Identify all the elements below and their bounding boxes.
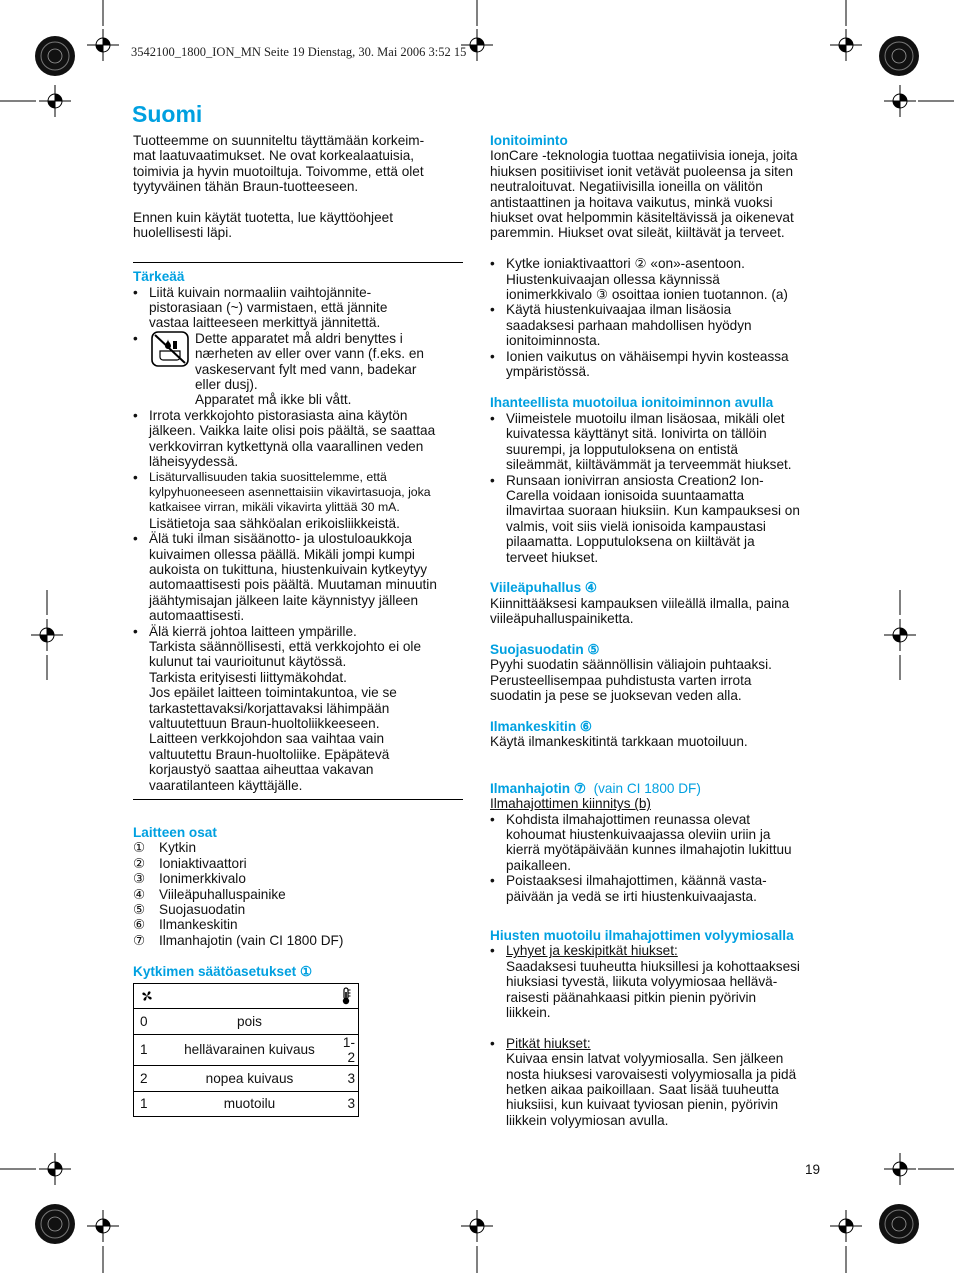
- table-row: 1 muotoilu 3: [134, 1091, 359, 1117]
- filter-heading: Suojasuodatin ⑤: [490, 641, 600, 657]
- page-number: 19: [805, 1162, 821, 1177]
- parts-heading: Laitteen osat: [133, 825, 217, 841]
- fan-icon: [139, 988, 155, 1004]
- list-item: ② Ioniaktivaattori: [133, 855, 247, 871]
- list-item: • Kohdista ilmahajottimen reunassa olevat kohoumat hiustenkuivaajassa oleviin uriin ja kierrä myötäpäivään kunnes ilmahajotin lukittuu paikalleen.: [490, 812, 830, 874]
- table-row: 2 nopea kuivaus 3: [134, 1066, 359, 1092]
- diffuser-list: [490, 812, 830, 904]
- list-item: ⑥ Ilmankeskitin: [133, 917, 238, 933]
- parts-list: [133, 840, 463, 948]
- important-heading: Tärkeää: [133, 269, 185, 285]
- no-water-warning-icon: [151, 331, 189, 367]
- list-item: • Lisäturvallisuuden takia suosittelemme, että kylpyhuoneeseen asennettaisiin vikavirtasuoja, joka katkaisee virran, mikäli vikavirta ylittää 30 mA. Lisätietoja saa sähköalan erikoisliikkeistä.: [133, 470, 463, 532]
- intro-paragraph-1: Tuotteemme on suunniteltu täyttämään korkeim- mat laatuvaatimukset. Ne ovat korkealaatuisia, toimivia ja hyvin muotoiltuja. Toivomme, että olet tyytyväinen tähän Braun-tuotteeseen.: [133, 133, 425, 195]
- thermometer-icon: [340, 987, 352, 1005]
- right-column: Ionitoiminto IonCare -teknologia tuottaa negatiivisia ioneja, joita hiuksen positiiviset ionit vetävät puoleensa ja siten neutraloituvat. Negatiivisilla ioneilla on välitön antistaattinen ja hoitava vaikutus, minkä vuoksi hiukset ovat helpommin käsiteltävissä ja oikenevat paremmin. Hiukset ovat sileät, kiiltävät ja terveet. • Kytke ioniaktivaattori ② «on»-asentoon. Hiustenkuivaajan ollessa käynnissä ionimerkkivalo ③ osoittaa ionien tuotannon. (a) • Käytä hiustenkuivaajaa ilman lisäosia saadaksesi parhaan mahdollisen hyödyn ionitoiminnosta. • Ionien vaikutus on vähäisempi hyvin kosteassa ympäristössä. Ihanteellista muotoilua ionitoiminnon avulla • Viimeistele muotoilu ilman lisäosaa, mikäli olet kuivatessa käyttänyt sitä. Ionivirta on tällöin suurempi, ja lopputuloksena on entistä sileämmät, kiiltävämmät ja terveemmät hiukset. • Runsaan ionivirran ansiosta Creation2 Ion- Carella voidaan ionisoida suuntaamatta ilmavirtaa suoraan hiuksiin. Kun kampauksesi on valmis, voit siis vielä ionisoida kampaustasi pilaamatta. Lopputuloksena on kiiltävät ja terveet hiukset. Viileäpuhallus ④ Kiinnittääksesi kampauksen viileällä ilmalla, paina viileäpuhalluspainiketta. Suojasuodatin ⑤ Pyyhi suodatin säännöllisin väliajoin puhtaaksi. Perusteellisempaa puhdistusta varten irrota suodatin ja pese se juoksevan veden alla. Ilmankeskitin ⑥ Käytä ilmankeskitintä tarkkaan muotoiluun. Ilmanhajotin ⑦ (vain CI 1800 DF) Ilmahajottimen kiinnitys (b) • Kohdista ilmahajottimen reunassa olevat kohoumat hiustenkuivaajassa oleviin uriin ja kierrä myötäpäivään kunnes ilmahajotin lukittuu paikalleen. • Poistaaksesi ilmahajottimen, käännä vasta- päivään ja vedä se irti hiustenkuivaajasta. Hiusten muotoilu ilmahajottimen volyymiosalla • Lyhyet ja keskipitkät hiukset: Saadaksesi tuuheutta hiuksillesi ja kohottaaksesi hiuksiasi tyvestä, liikuta volyymiosaa hellävä- raisesti päänahkaasi pitkin pienin pyörivin liikkein. • Pitkät hiukset: Kuivaa ensin latvat volyymiosalla. Sen jälkeen nosta hiuksesi varovaisesti volyymiosalla ja pidä hetken aikaa paikoillaan. Saat lisää tuuheutta hiuksiisi, kun kuivaat tyviosan pienin, pyörivin liikkein volyymiosan avulla.: [490, 133, 830, 1128]
- table-row: 1 hellävarainen kuivaus 1-2: [134, 1034, 359, 1066]
- concentrator-heading: Ilmankeskitin ⑥: [490, 718, 593, 734]
- list-item: • Runsaan ionivirran ansiosta Creation2 Ion- Carella voidaan ionisoida suuntaamatta ilmavirtaa suoraan hiuksiin. Kun kampauksesi on valmis, voit siis vielä ionisoida kampaustasi pilaamatta. Lopputuloksena on kiiltävät ja terveet hiukset.: [490, 473, 830, 565]
- settings-heading: Kytkimen säätöasetukset ①: [133, 963, 313, 979]
- list-item: • Älä kierrä johtoa laitteen ympärille. Tarkista säännöllisesti, että verkkojohto ei ole kulunut tai vaurioitunut käytössä. Tarkista erityisesti liittymäkohdat. Jos epäilet laitteen toimintakuntoa, vie se tarkastettavaksi/korjattavaksi lähimpään valtuutettuun Braun-huoltoliikkeeseen. Laitteen verkkojohdon saa vaihtaa vain valtuutettu Braun-huoltoliike. Epäpätevä korjaustyö saattaa aiheuttaa vakavan vaaratilanteen käyttäjälle.: [133, 624, 463, 793]
- list-item: • Liitä kuivain normaaliin vaihtojännite- pistorasiaan (~) varmistaen, että jännite vastaa laitteeseen merkittyä jännitettä.: [133, 285, 463, 331]
- table-header-row: [134, 984, 359, 1009]
- cool-shot-heading: Viileäpuhallus ④: [490, 580, 598, 596]
- ion-paragraph: IonCare -teknologia tuottaa negatiivisia ioneja, joita hiuksen positiiviset ionit vetävät puoleensa ja siten neutraloituvat. Negatiivisilla ioneilla on välitön antistaattinen ja hoitava vaikutus, minkä vuoksi hiukset ovat helpommin käsiteltävissä ja oikenevat paremmin. Hiukset ovat sileät, kiiltävät ja terveet.: [490, 148, 798, 241]
- list-item: • Älä tuki ilman sisäänotto- ja ulostuloaukkoja kuivaimen ollessa päällä. Mikäli jompi kumpi aukoista on tukittuna, hiustenkuivain kytkeytyy automaattisesti pois päältä. Muutaman minuutin jäähtymisajan jälkeen laite käynnistyy jälleen automaattisesti.: [133, 531, 463, 623]
- list-item: • Käytä hiustenkuivaajaa ilman lisäosia saadaksesi parhaan mahdollisen hyödyn ionitoiminnosta.: [490, 302, 830, 348]
- list-item: ① Kytkin: [133, 840, 197, 856]
- diffuser-heading: Ilmanhajotin ⑦ (vain CI 1800 DF): [490, 780, 701, 796]
- volume-heading: Hiusten muotoilu ilmahajottimen volyymiosalla: [490, 928, 794, 944]
- page-title: Suomi: [132, 101, 203, 127]
- important-list: [133, 285, 463, 793]
- list-item: • Ionien vaikutus on vähäisempi hyvin kosteassa ympäristössä.: [490, 349, 830, 380]
- list-item: • Irrota verkkojohto pistorasiasta aina käytön jälkeen. Vaikka laite olisi pois päältä, se saattaa verkkovirran kytkettynä olla vaarallinen veden läheisyydessä.: [133, 408, 463, 470]
- list-item: • Lyhyet ja keskipitkät hiukset: Saadaksesi tuuheutta hiuksillesi ja kohottaaksesi hiuksiasi tyvestä, liikuta volyymiosaa hellävä- raisesti päänahkaasi pitkin pienin pyörivin liikkein.: [490, 943, 830, 1035]
- list-item: ⑤ Suojasuodatin: [133, 902, 246, 918]
- ion-list: [490, 256, 830, 379]
- ideal-heading: Ihanteellista muotoilua ionitoiminnon avulla: [490, 395, 774, 411]
- ion-heading: Ionitoiminto: [490, 133, 568, 148]
- left-column: [133, 133, 463, 1117]
- intro-paragraph-2: Ennen kuin käytät tuotetta, lue käyttöohjeet huolellisesti läpi.: [133, 210, 393, 241]
- volume-list: [490, 943, 830, 1128]
- list-item: ③ Ionimerkkivalo: [133, 871, 246, 887]
- list-item: • Pitkät hiukset: Kuivaa ensin latvat volyymiosalla. Sen jälkeen nosta hiuksesi varovaisesti volyymiosalla ja pidä hetken aikaa paikoillaan. Saat lisää tuuheutta hiuksiisi, kun kuivaat tyviosan pienin, pyörivin liikkein volyymiosan avulla.: [490, 1036, 830, 1128]
- list-item: • Poistaaksesi ilmahajottimen, käännä vasta- päivään ja vedä se irti hiustenkuivaajasta.: [490, 873, 830, 904]
- list-item: ④ Viileäpuhalluspainike: [133, 886, 286, 902]
- ideal-list: [490, 411, 830, 565]
- print-header: 3542100_1800_ION_MN Seite 19 Dienstag, 30. Mai 2006 3:52 15: [131, 45, 467, 59]
- list-item: • Kytke ioniaktivaattori ② «on»-asentoon. Hiustenkuivaajan ollessa käynnissä ionimerkkivalo ③ osoittaa ionien tuotannon. (a): [490, 256, 830, 302]
- list-item: • Dette apparatet må aldri benyttes i nærheten av eller over vann (f.eks. en vaskeservant fylt med vann, badekar eller dusj). Apparatet må ikke bli vått.: [133, 331, 463, 408]
- list-item: ⑦ Ilmanhajotin (vain CI 1800 DF): [133, 932, 344, 948]
- diffuser-subheading: Ilmahajottimen kiinnitys (b): [490, 796, 651, 812]
- list-item: • Viimeistele muotoilu ilman lisäosaa, mikäli olet kuivatessa käyttänyt sitä. Ionivirta on tällöin suurempi, ja lopputuloksena on entistä sileämmät, kiiltävämmät ja terveemmät hiukset.: [490, 411, 830, 473]
- settings-table: [133, 983, 359, 1117]
- table-row: 0 pois: [134, 1009, 359, 1035]
